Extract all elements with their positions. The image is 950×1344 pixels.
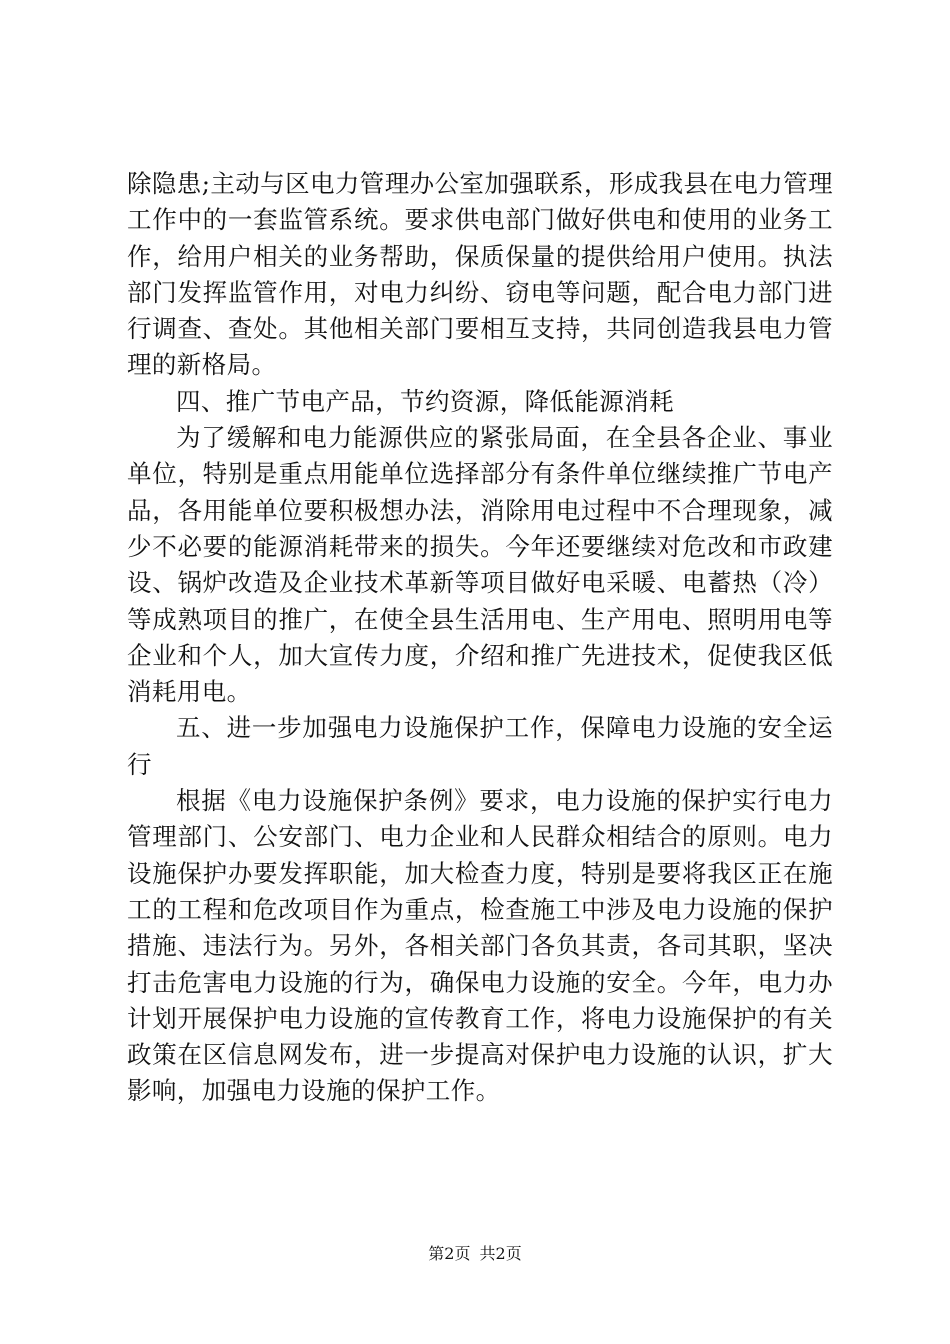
- section-heading-four: 四、推广节电产品，节约资源，降低能源消耗: [176, 386, 674, 416]
- section-heading-five: 五、进一步加强电力设施保护工作，保障电力设施的安全运行: [127, 713, 833, 779]
- paragraph-continuation: 除隐患;主动与区电力管理办公室加强联系，形成我县在电力管理工作中的一套监管系统。要求供电部门做好供电和使用的业务工作，给用户相关的业务帮助，保质保量的提供给用户使用。执法部门发挥监管作用，对电力纠纷、窃电等问题，配合电力部门进行调查、查处。其他相关部门要相互支持，共同创造我县电力管理的新格局。: [127, 169, 833, 380]
- document-body: [127, 166, 833, 1110]
- page-number: 第2页: [428, 1244, 471, 1263]
- page-total: 共2页: [479, 1244, 522, 1263]
- paragraph-energy-saving: 为了缓解和电力能源供应的紧张局面，在全县各企业、事业单位，特别是重点用能单位选择部分有条件单位继续推广节电产品，各用能单位要积极想办法，消除用电过程中不合理现象，减少不必要的能源消耗带来的损失。今年还要继续对危改和市政建设、锅炉改造及企业技术革新等项目做好电采暖、电蓄热（冷）等成熟项目的推广，在使全县生活用电、生产用电、照明用电等企业和个人，加大宣传力度，介绍和推广先进技术，促使我区低消耗用电。: [127, 423, 833, 707]
- page-footer: [0, 1244, 950, 1264]
- paragraph-facility-protection: 根据《电力设施保护条例》要求，电力设施的保护实行电力管理部门、公安部门、电力企业和人民群众相结合的原则。电力设施保护办要发挥职能，加大检查力度，特别是要将我区正在施工的工程和危改项目作为重点，检查施工中涉及电力设施的保护措施、违法行为。另外，各相关部门各负其责，各司其职，坚决打击危害电力设施的行为，确保电力设施的安全。今年，电力办计划开展保护电力设施的宣传教育工作，将电力设施保护的有关政策在区信息网发布，进一步提高对保护电力设施的认识，扩大影响，加强电力设施的保护工作。: [127, 786, 833, 1106]
